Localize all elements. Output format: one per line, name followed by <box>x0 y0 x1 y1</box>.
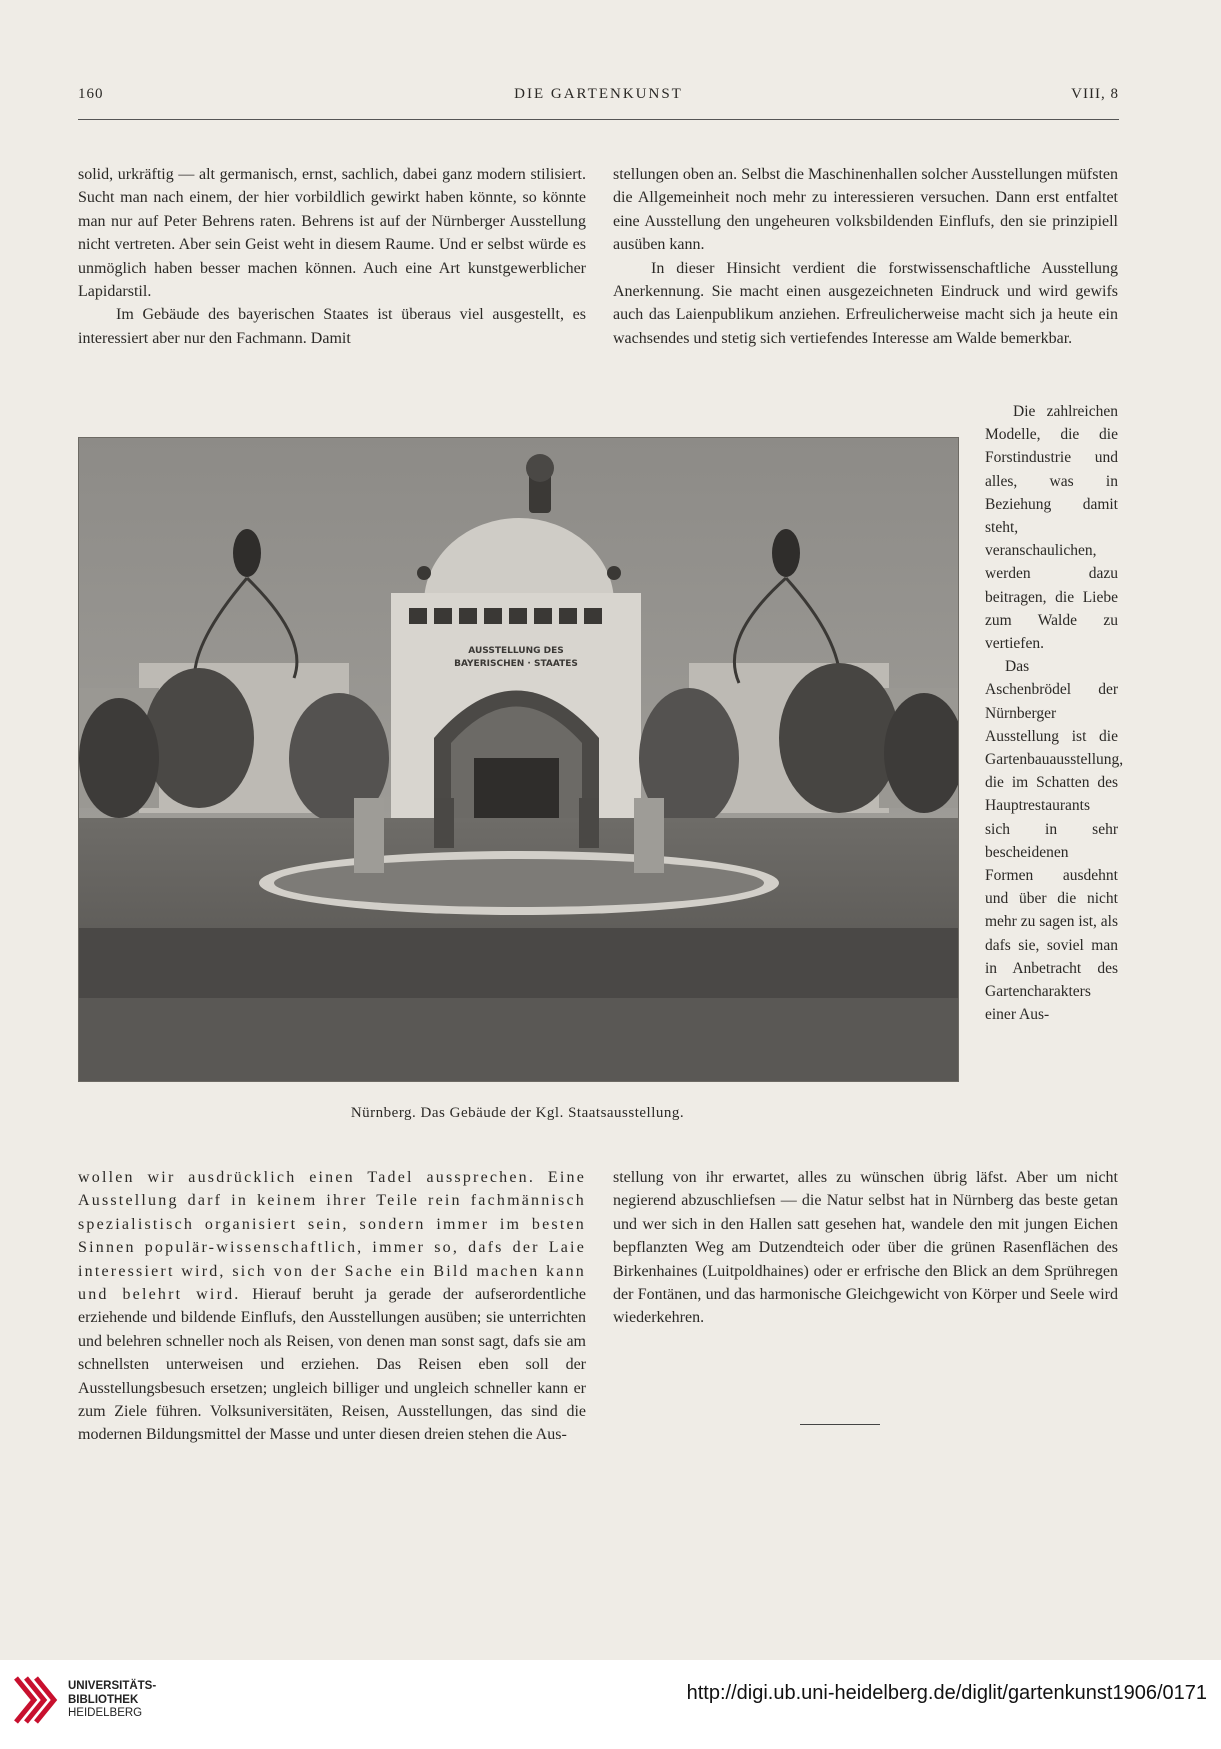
right-column-top <box>613 163 1118 350</box>
paragraph-continuation: Hierauf beruht ja gerade der aufserordentliche erziehende und bildende Einflufs, den Ausstellungen ausüben; sie unterrichten und belehren schneller noch als Reisen, von denen man sonst sagt, dafs sie am schnellsten unterweisen und erziehen. Das Reisen eben soll der Ausstellungsbesuch ersetzen; ungleich billiger und ungleich schneller kann er zum Ziele führen. Volksuniversitäten, Reisen, Ausstellungen, das sind die modernen Bildungsmittel der Masse und unter diesen dreien stehen die Aus- <box>78 1286 586 1444</box>
figure-caption: Nürnberg. Das Gebäude der Kgl. Staatsausstellung. <box>350 1105 685 1121</box>
library-name <box>68 1680 156 1721</box>
paragraph: stellung von ihr erwartet, alles zu wünschen übrig läfst. Aber um nicht negierend abzuschliefsen — die Natur selbst hat in Nürnberg das beste getan und wer sich in den Hallen satt gesehen hat, wandele den mit jungen Eichen bepflanzten Weg am Dutzendteich oder über die grünen Rasenflächen des Birkenhaines (Luitpoldhaines) oder er erfrische den Blick an dem Sprühregen der Fontänen, und das harmonische Gleichgewicht von Körper und Seele wird wiederkehren. <box>613 1169 1118 1327</box>
photograph-exhibition-building <box>78 437 959 1082</box>
paragraph: solid, urkräftig — alt germanisch, ernst, sachlich, dabei ganz modern stilisiert. Sucht man nach einem, der hier vorbildlich gewirkt haben könnte, so könnte man nur auf Peter Behrens raten. Behrens ist auf der Nürnberger Ausstellung nicht vertreten. Aber sein Geist weht in diesem Raume. Und er selbst würde es unmöglich haben besser machen können. Auch eine Art kunstgewerblicher Lapidarstil. <box>78 166 586 301</box>
paragraph: Das Aschenbrödel der Nürnberger Ausstellung ist die Gartenbauausstellung, die im Schatten des Hauptrestaurants sich in sehr bescheidenen Formen ausdehnt und über die nicht mehr zu sagen ist, als dafs sie, soviel man in Anbetracht des Gartencharakters einer Aus- <box>985 658 1124 1024</box>
spaced-text: wollen wir ausdrücklich einen Tadel aussprechen. Eine Ausstellung darf in keinem ihrer Teile rein fachmännisch spezialistisch organisiert sein, sondern immer im besten Sinnen populär-wissenschaftlich, immer so, dafs der Laie interessiert wird, sich von der Sache ein Bild machen kann und belehrt wird. <box>78 1169 586 1304</box>
library-logo-icon <box>12 1670 62 1732</box>
paragraph: Im Gebäude des bayerischen Staates ist überaus viel ausgestellt, es interessiert aber nur den Fachmann. Damit <box>78 306 586 347</box>
figure-wrap-column <box>985 400 1124 1026</box>
running-header <box>78 86 1119 110</box>
closing-rule <box>800 1424 880 1425</box>
left-column-top <box>78 163 586 350</box>
journal-title: DIE GARTENKUNST <box>514 86 683 102</box>
left-column-bottom <box>78 1166 586 1447</box>
paragraph: stellungen oben an. Selbst die Maschinenhallen solcher Ausstellungen müfsten die Allgemeinheit noch mehr zu interessieren versuchen. Dann erst entfaltet eine Ausstellung den ungeheuren volksbildenden Einflufs, den sie prinzipiell ausüben kann. <box>613 166 1118 254</box>
digitization-footer <box>0 1660 1221 1749</box>
source-url[interactable]: http://digi.ub.uni-heidelberg.de/diglit/gartenkunst1906/0171 <box>686 1682 1207 1704</box>
paragraph: Die zahlreichen Modelle, die die Forstindustrie und alles, was in Beziehung damit steht, veranschaulichen, werden dazu beitragen, die Liebe zum Walde zu vertiefen. <box>985 403 1118 653</box>
paragraph: In dieser Hinsicht verdient die forstwissenschaftliche Ausstellung Anerkennung. Sie macht einen ausgezeichneten Eindruck und wird gewifs auch das Laienpublikum anziehen. Erfreulicherweise macht sich ja heute ein wachsendes und stetig sich vertiefendes Interesse am Walde bemerkbar. <box>613 259 1118 347</box>
library-name-line: HEIDELBERG <box>68 1707 143 1719</box>
volume-issue: VIII, 8 <box>1071 86 1119 102</box>
library-name-line: UNIVERSITÄTS- <box>68 1680 157 1692</box>
right-column-bottom <box>613 1166 1118 1330</box>
facade-inscription-1: AUSSTELLUNG DES <box>468 646 564 656</box>
page-number: 160 <box>78 86 104 102</box>
library-name-line: BIBLIOTHEK <box>68 1693 139 1706</box>
header-rule <box>78 119 1119 120</box>
facade-inscription-2: BAYERISCHEN · STAATES <box>454 659 578 669</box>
